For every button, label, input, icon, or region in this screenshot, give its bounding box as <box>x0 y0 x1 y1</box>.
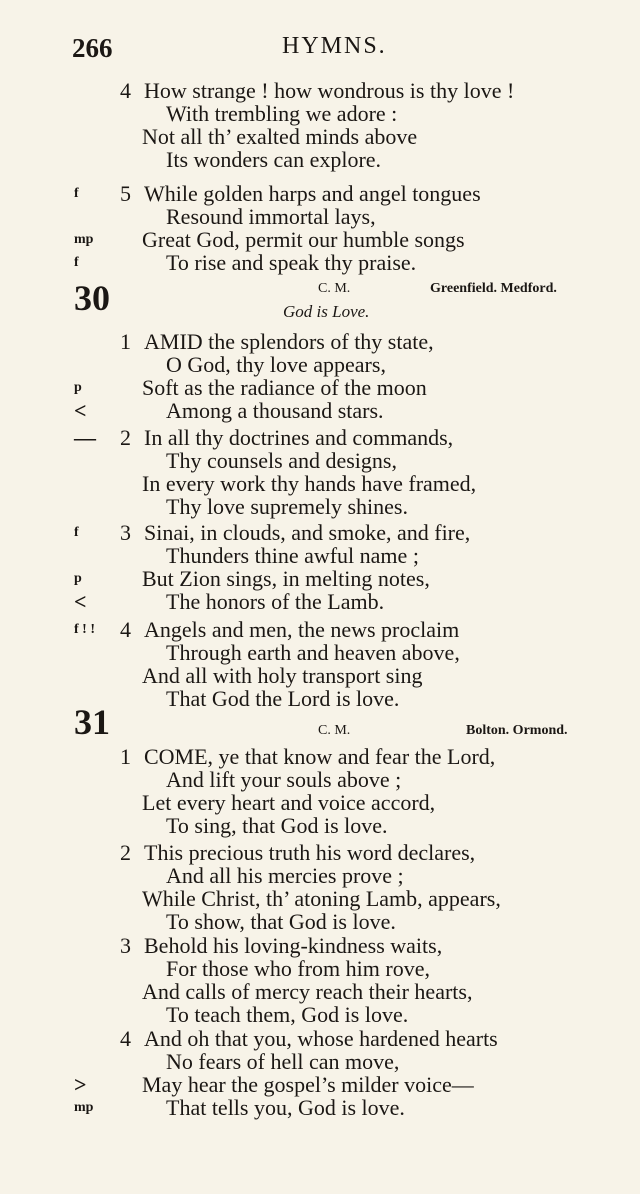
verse-text: No fears of hell can move, <box>166 1049 400 1074</box>
page-header <box>72 33 612 63</box>
hymn-31-meter: C. M. <box>318 723 351 738</box>
verse-text: AMID the splendors of thy state, <box>144 329 434 354</box>
verse-line <box>166 957 430 981</box>
verse-line <box>142 376 427 400</box>
verse-line <box>120 182 481 206</box>
verse-text: In all thy doctrines and commands, <box>144 425 454 450</box>
verse-number: 2 <box>120 840 131 865</box>
hymn-30-title: God is Love. <box>283 302 370 321</box>
verse-text: Soft as the radiance of the moon <box>142 375 427 400</box>
verse-text: That God the Lord is love. <box>166 686 400 711</box>
verse-text: Thunders thine awful name ; <box>166 543 419 568</box>
verse-line <box>166 814 388 838</box>
verse-line <box>142 887 501 911</box>
verse-text: O God, thy love appears, <box>166 352 386 377</box>
hymn-31-tunes: Bolton. Ormond. <box>466 723 568 738</box>
verse-text: COME, ye that know and fear the Lord, <box>144 744 496 769</box>
verse-line <box>166 768 401 792</box>
verse-text: Through earth and heaven above, <box>166 640 460 665</box>
verse-line <box>142 791 435 815</box>
verse-line <box>166 687 399 711</box>
verse-text: To sing, that God is love. <box>166 813 388 838</box>
verse-number: 4 <box>120 1026 131 1051</box>
verse-text: Thy love supremely shines. <box>166 494 408 519</box>
hymn-30-meter: C. M. <box>318 281 351 296</box>
verse-text: How strange ! how wondrous is thy love ! <box>144 78 515 103</box>
verse-number: 4 <box>120 78 131 103</box>
verse-line <box>166 148 381 172</box>
verse-text: While golden harps and angel tongues <box>144 181 481 206</box>
verse-text: The honors of the Lamb. <box>166 589 385 614</box>
verse-line <box>142 228 465 252</box>
verse-text: Not all th’ exalted minds above <box>142 124 418 149</box>
verse-text: Among a thousand stars. <box>166 398 384 423</box>
dynamic-mark: f ! ! <box>74 622 95 637</box>
verse-line <box>120 79 514 103</box>
verse-text: To rise and speak thy praise. <box>166 250 417 275</box>
dynamic-mark: f <box>74 186 79 201</box>
verse-line <box>166 205 376 229</box>
dynamic-mark: < <box>74 589 87 614</box>
verse-line <box>166 495 408 519</box>
verse-text: And calls of mercy reach their hearts, <box>142 979 473 1004</box>
verse-line <box>142 980 472 1004</box>
verse-line <box>120 841 475 865</box>
verse-number: 3 <box>120 520 131 545</box>
verse-line <box>120 934 442 958</box>
dynamic-mark: — <box>74 425 96 450</box>
verse-line <box>120 745 495 769</box>
verse-line <box>142 472 476 496</box>
hymn-number-31: 31 <box>74 702 110 742</box>
verse-text: And lift your souls above ; <box>166 767 402 792</box>
verse-text: And all with holy transport sing <box>142 663 423 688</box>
verse-text: And all his mercies prove ; <box>166 863 404 888</box>
verse-number: 1 <box>120 329 131 354</box>
verse-number: 5 <box>120 181 131 206</box>
verse-number: 2 <box>120 425 131 450</box>
verse-text: Resound immortal lays, <box>166 204 376 229</box>
verse-text: That tells you, God is love. <box>166 1095 405 1120</box>
running-head: HYMNS. <box>282 33 387 59</box>
verse-text: While Christ, th’ atoning Lamb, appears, <box>142 886 501 911</box>
verse-text: Angels and men, the news proclaim <box>144 617 460 642</box>
verse-line <box>142 125 417 149</box>
verse-text: To show, that God is love. <box>166 909 396 934</box>
verse-text: In every work thy hands have framed, <box>142 471 477 496</box>
verse-text: Let every heart and voice accord, <box>142 790 436 815</box>
verse-number: 3 <box>120 933 131 958</box>
verse-line <box>166 1050 399 1074</box>
verse-line <box>142 664 422 688</box>
verse-line <box>166 544 419 568</box>
verse-line <box>120 1027 498 1051</box>
verse-text: This precious truth his word declares, <box>144 840 476 865</box>
verse-text: But Zion sings, in melting notes, <box>142 566 430 591</box>
verse-line <box>120 426 453 450</box>
verse-text: With trembling we adore : <box>166 101 398 126</box>
verse-line <box>166 102 397 126</box>
dynamic-mark: f <box>74 525 79 540</box>
verse-text: Sinai, in clouds, and smoke, and fire, <box>144 520 471 545</box>
dynamic-mark: < <box>74 398 87 423</box>
dynamic-mark: p <box>74 380 82 395</box>
verse-line <box>166 864 404 888</box>
dynamic-mark: mp <box>74 1100 94 1115</box>
verse-text: Behold his loving-kindness waits, <box>144 933 443 958</box>
verse-line <box>120 521 470 545</box>
verse-line <box>142 1073 474 1097</box>
verse-line <box>166 353 386 377</box>
verse-text: Its wonders can explore. <box>166 147 382 172</box>
verse-line <box>166 1003 408 1027</box>
verse-line <box>120 618 459 642</box>
verse-line <box>166 1096 405 1120</box>
verse-line <box>166 641 460 665</box>
verse-text: Great God, permit our humble songs <box>142 227 465 252</box>
hymn-30-tunes: Greenfield. Medford. <box>430 281 557 296</box>
verse-line <box>166 399 384 423</box>
page-number: 266 <box>72 33 113 63</box>
verse-number: 1 <box>120 744 131 769</box>
verse-line <box>166 449 397 473</box>
dynamic-mark: > <box>74 1072 87 1097</box>
verse-text: To teach them, God is love. <box>166 1002 409 1027</box>
verse-text: And oh that you, whose hardened hearts <box>144 1026 498 1051</box>
verse-text: For those who from him rove, <box>166 956 430 981</box>
hymn-number-30: 30 <box>74 278 110 318</box>
dynamic-mark: p <box>74 571 82 586</box>
verse-number: 4 <box>120 617 131 642</box>
verse-line <box>166 910 396 934</box>
verse-line <box>120 330 434 354</box>
verse-line <box>142 567 430 591</box>
verse-line <box>166 590 384 614</box>
dynamic-mark: mp <box>74 232 94 247</box>
verse-text: May hear the gospel’s milder voice— <box>142 1072 474 1097</box>
verse-text: Thy counsels and designs, <box>166 448 397 473</box>
dynamic-mark: f <box>74 255 79 270</box>
verse-line <box>166 251 416 275</box>
